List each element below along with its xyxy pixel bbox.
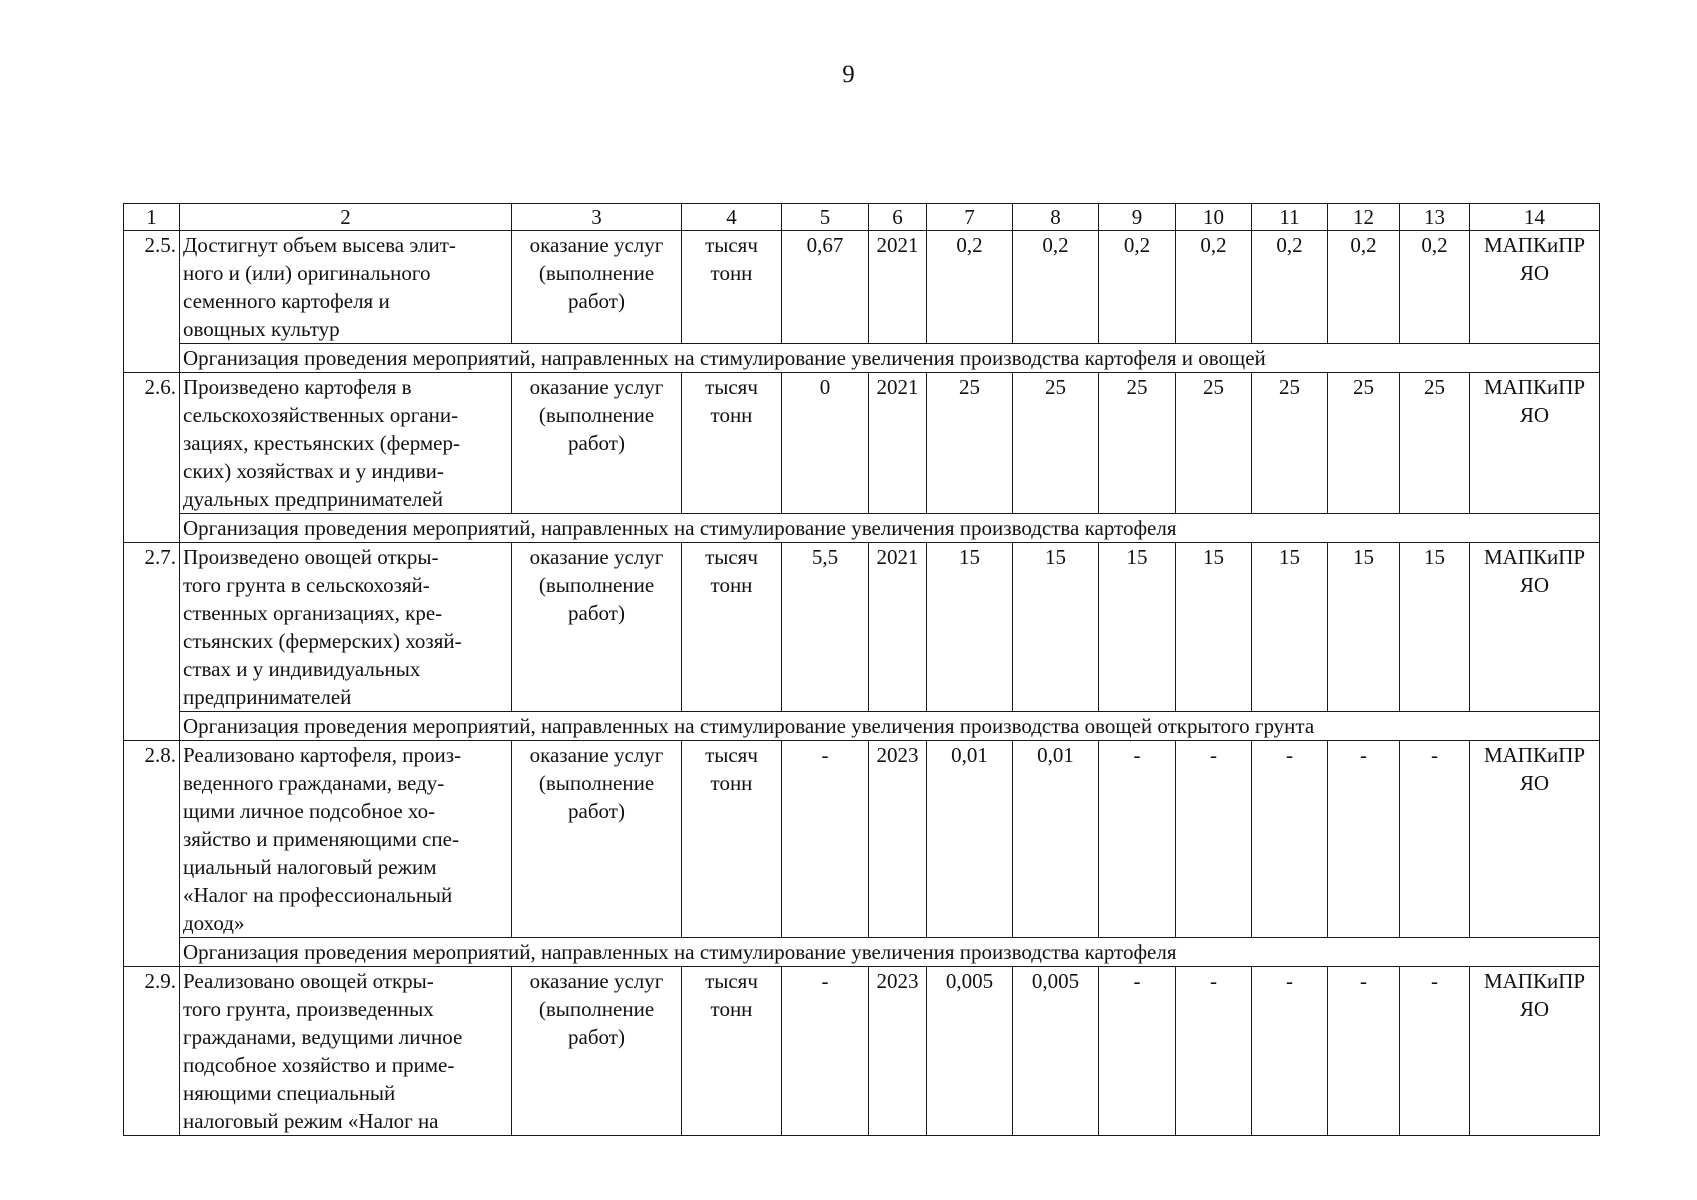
- header-cell-8: 8: [1013, 204, 1099, 231]
- header-row: [124, 204, 1600, 231]
- name-line: сельскохозяйственных органи-: [183, 403, 459, 427]
- indicator-type: [512, 543, 682, 712]
- table-body: [124, 204, 1600, 1136]
- value-7: 0,2: [927, 231, 1013, 344]
- value-11: 25: [1252, 373, 1328, 514]
- value-13: 15: [1400, 543, 1470, 712]
- resp-line: ЯО: [1519, 261, 1550, 285]
- value-12: 25: [1328, 373, 1400, 514]
- row-number: 2.5.: [124, 231, 180, 373]
- header-cell-10: 10: [1176, 204, 1252, 231]
- base-year: 2021: [869, 373, 927, 514]
- value-10: -: [1176, 741, 1252, 938]
- header-cell-7: 7: [927, 204, 1013, 231]
- value-10: 25: [1176, 373, 1252, 514]
- name-line: того грунта, произведенных: [183, 997, 434, 1021]
- responsible-executor: [1470, 967, 1600, 1136]
- type-line: работ): [568, 1025, 625, 1049]
- name-line: Реализовано овощей откры-: [183, 969, 434, 993]
- name-line: зациях, крестьянских (фермер-: [183, 431, 460, 455]
- resp-line: МАПКиПР: [1483, 969, 1586, 993]
- name-line: Достигнут объем высева элит-: [183, 233, 456, 257]
- responsible-executor: [1470, 231, 1600, 344]
- value-7: 25: [927, 373, 1013, 514]
- type-line: оказание услуг: [529, 233, 664, 257]
- header-cell-13: 13: [1400, 204, 1470, 231]
- responsible-executor: [1470, 741, 1600, 938]
- header-cell-14: 14: [1470, 204, 1600, 231]
- task-description: Организация проведения мероприятий, направленных на стимулирование увеличения производства картофеля: [180, 938, 1600, 967]
- base-value: 0: [782, 373, 869, 514]
- value-12: 15: [1328, 543, 1400, 712]
- value-13: -: [1400, 741, 1470, 938]
- indicator-name: [180, 967, 512, 1136]
- unit-line: тысяч: [705, 969, 758, 993]
- header-cell-5: 5: [782, 204, 869, 231]
- base-year: 2023: [869, 741, 927, 938]
- type-line: оказание услуг: [529, 375, 664, 399]
- name-line: доход»: [183, 911, 245, 935]
- value-13: -: [1400, 967, 1470, 1136]
- name-line: предпринимателей: [183, 685, 352, 709]
- header-cell-3: 3: [512, 204, 682, 231]
- resp-line: МАПКиПР: [1483, 545, 1586, 569]
- name-line: ственных организациях, кре-: [183, 601, 443, 625]
- name-line: овощных культур: [183, 317, 340, 341]
- value-7: 0,005: [927, 967, 1013, 1136]
- row-number: 2.7.: [124, 543, 180, 741]
- value-10: 15: [1176, 543, 1252, 712]
- name-line: веденного гражданами, веду-: [183, 771, 445, 795]
- type-line: работ): [568, 431, 625, 455]
- name-line: гражданами, ведущими личное: [183, 1025, 463, 1049]
- resp-line: ЯО: [1519, 997, 1550, 1021]
- unit-line: тонн: [710, 997, 753, 1021]
- value-12: -: [1328, 741, 1400, 938]
- row-number: 2.8.: [124, 741, 180, 967]
- indicators-table: [123, 203, 1600, 1136]
- resp-line: МАПКиПР: [1483, 743, 1586, 767]
- task-description: Организация проведения мероприятий, направленных на стимулирование увеличения производства картофеля и овощей: [180, 344, 1600, 373]
- row-number: 2.9.: [124, 967, 180, 1136]
- base-value: -: [782, 967, 869, 1136]
- value-8: 15: [1013, 543, 1099, 712]
- type-line: (выполнение: [538, 997, 655, 1021]
- table-row: [124, 543, 1600, 712]
- unit-line: тонн: [710, 403, 753, 427]
- table-row: [124, 967, 1600, 1136]
- name-line: Реализовано картофеля, произ-: [183, 743, 461, 767]
- name-line: семенного картофеля и: [183, 289, 390, 313]
- value-8: 25: [1013, 373, 1099, 514]
- indicator-name: [180, 741, 512, 938]
- type-line: (выполнение: [538, 403, 655, 427]
- indicator-type: [512, 741, 682, 938]
- value-8: 0,01: [1013, 741, 1099, 938]
- unit-line: тонн: [710, 573, 753, 597]
- name-line: налоговый режим «Налог на: [183, 1109, 439, 1133]
- unit-line: тонн: [710, 261, 753, 285]
- resp-line: МАПКиПР: [1483, 233, 1586, 257]
- indicator-type: [512, 231, 682, 344]
- resp-line: ЯО: [1519, 403, 1550, 427]
- base-value: -: [782, 741, 869, 938]
- value-12: 0,2: [1328, 231, 1400, 344]
- table-row: [124, 373, 1600, 514]
- value-10: -: [1176, 967, 1252, 1136]
- name-line: дуальных предпринимателей: [183, 487, 443, 511]
- header-cell-1: 1: [124, 204, 180, 231]
- header-cell-9: 9: [1099, 204, 1176, 231]
- name-line: няющими специальный: [183, 1081, 396, 1105]
- value-7: 0,01: [927, 741, 1013, 938]
- type-line: оказание услуг: [529, 969, 664, 993]
- resp-line: МАПКиПР: [1483, 375, 1586, 399]
- unit-of-measure: [682, 231, 782, 344]
- type-line: оказание услуг: [529, 545, 664, 569]
- value-11: 15: [1252, 543, 1328, 712]
- header-cell-2: 2: [180, 204, 512, 231]
- value-9: 15: [1099, 543, 1176, 712]
- unit-line: тысяч: [705, 233, 758, 257]
- unit-line: тысяч: [705, 375, 758, 399]
- name-line: того грунта в сельскохозяй-: [183, 573, 430, 597]
- value-11: -: [1252, 741, 1328, 938]
- value-11: 0,2: [1252, 231, 1328, 344]
- value-9: 0,2: [1099, 231, 1176, 344]
- type-line: (выполнение: [538, 771, 655, 795]
- note-row: [124, 938, 1600, 967]
- name-line: Произведено овощей откры-: [183, 545, 439, 569]
- indicator-name: [180, 231, 512, 344]
- value-8: 0,005: [1013, 967, 1099, 1136]
- indicator-name: [180, 543, 512, 712]
- unit-of-measure: [682, 967, 782, 1136]
- resp-line: ЯО: [1519, 771, 1550, 795]
- table-row: [124, 741, 1600, 938]
- name-line: Произведено картофеля в: [183, 375, 412, 399]
- value-7: 15: [927, 543, 1013, 712]
- page-number: 9: [842, 61, 855, 88]
- type-line: оказание услуг: [529, 743, 664, 767]
- name-line: ного и (или) оригинального: [183, 261, 431, 285]
- type-line: (выполнение: [538, 573, 655, 597]
- name-line: ских) хозяйствах и у индиви-: [183, 459, 444, 483]
- responsible-executor: [1470, 543, 1600, 712]
- value-9: 25: [1099, 373, 1176, 514]
- table-row: [124, 231, 1600, 344]
- header-cell-4: 4: [682, 204, 782, 231]
- value-10: 0,2: [1176, 231, 1252, 344]
- base-year: 2023: [869, 967, 927, 1136]
- unit-of-measure: [682, 543, 782, 712]
- name-line: подсобное хозяйство и приме-: [183, 1053, 455, 1077]
- name-line: циальный налоговый режим: [183, 855, 437, 879]
- note-row: [124, 344, 1600, 373]
- value-13: 25: [1400, 373, 1470, 514]
- base-value: 5,5: [782, 543, 869, 712]
- header-cell-11: 11: [1252, 204, 1328, 231]
- indicator-name: [180, 373, 512, 514]
- value-9: -: [1099, 741, 1176, 938]
- value-8: 0,2: [1013, 231, 1099, 344]
- note-row: [124, 514, 1600, 543]
- header-cell-6: 6: [869, 204, 927, 231]
- unit-of-measure: [682, 373, 782, 514]
- value-11: -: [1252, 967, 1328, 1136]
- row-number: 2.6.: [124, 373, 180, 543]
- indicator-type: [512, 373, 682, 514]
- task-description: Организация проведения мероприятий, направленных на стимулирование увеличения производства картофеля: [180, 514, 1600, 543]
- note-row: [124, 712, 1600, 741]
- base-value: 0,67: [782, 231, 869, 344]
- type-line: (выполнение: [538, 261, 655, 285]
- name-line: щими личное подсобное хо-: [183, 799, 436, 823]
- base-year: 2021: [869, 231, 927, 344]
- base-year: 2021: [869, 543, 927, 712]
- resp-line: ЯО: [1519, 573, 1550, 597]
- name-line: «Налог на профессиональный: [183, 883, 453, 907]
- type-line: работ): [568, 289, 625, 313]
- task-description: Организация проведения мероприятий, направленных на стимулирование увеличения производства овощей открытого грунта: [180, 712, 1600, 741]
- value-9: -: [1099, 967, 1176, 1136]
- name-line: стьянских (фермерских) хозяй-: [183, 629, 462, 653]
- type-line: работ): [568, 799, 625, 823]
- unit-line: тысяч: [705, 545, 758, 569]
- name-line: зяйство и применяющими спе-: [183, 827, 459, 851]
- unit-line: тонн: [710, 771, 753, 795]
- indicator-type: [512, 967, 682, 1136]
- unit-of-measure: [682, 741, 782, 938]
- value-12: -: [1328, 967, 1400, 1136]
- responsible-executor: [1470, 373, 1600, 514]
- unit-line: тысяч: [705, 743, 758, 767]
- type-line: работ): [568, 601, 625, 625]
- header-cell-12: 12: [1328, 204, 1400, 231]
- value-13: 0,2: [1400, 231, 1470, 344]
- name-line: ствах и у индивидуальных: [183, 657, 421, 681]
